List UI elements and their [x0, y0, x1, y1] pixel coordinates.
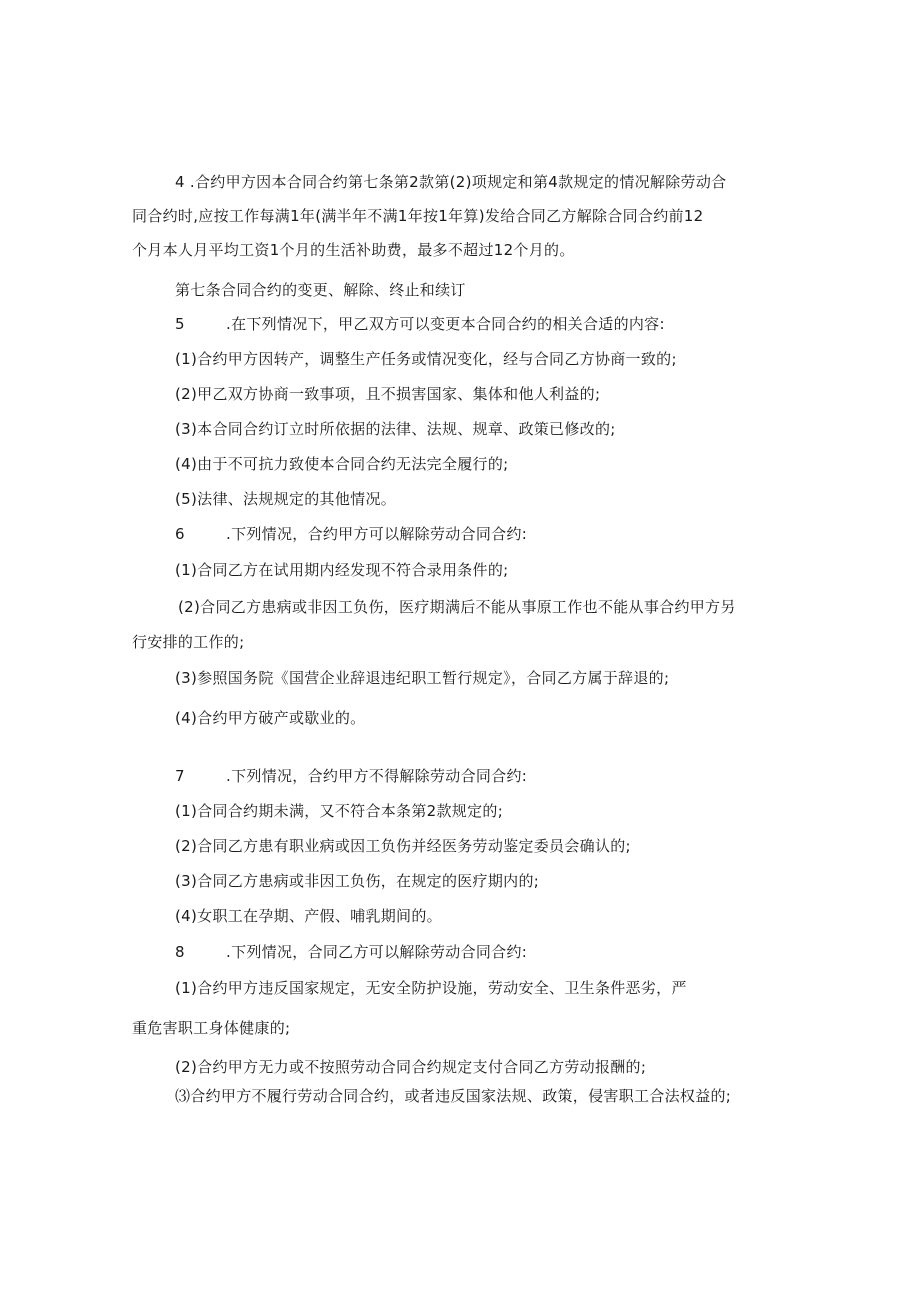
item6-sub4: (4)合约甲方破产或歇业的。	[175, 709, 366, 727]
item5-sub5: (5)法律、法规规定的其他情况。	[175, 490, 397, 508]
item8-number: 8	[175, 943, 185, 961]
item6-sub1: (1)合同乙方在试用期内经发现不符合录用条件的;	[175, 561, 509, 579]
item6-number: 6	[175, 525, 185, 543]
item7-sub4: (4)女职工在孕期、产假、哺乳期间的。	[175, 907, 442, 925]
item5-sub2: (2)甲乙双方协商一致事项，且不损害国家、集体和他人利益的;	[175, 385, 601, 403]
item5-number: 5	[175, 315, 185, 333]
item6-sub2-line1: (2)合同乙方患病或非因工负伤，医疗期满后不能从事原工作也不能从事合约甲方另	[178, 598, 736, 616]
item5-sub4: (4)由于不可抗力致使本合同合约无法完全履行的;	[175, 455, 509, 473]
item8-sub3: ⑶合约甲方不履行劳动合同合约，或者违反国家法规、政策，侵害职工合法权益的;	[175, 1087, 732, 1105]
para4-line1: 4 .合约甲方因本合同合约第七条第2款第(2)项规定和第4款规定的情况解除劳动合	[175, 173, 727, 191]
item8-sub1-line2: 重危害职工身体健康的;	[132, 1019, 291, 1037]
item6	[175, 524, 527, 544]
item7-sub3: (3)合同乙方患病或非因工负伤，在规定的医疗期内的;	[175, 872, 540, 890]
item8-text: .下列情况，合同乙方可以解除劳动合同合约:	[226, 943, 528, 961]
para4-line3: 个月本人月平均工资1个月的生活补助费，最多不超过12个月的。	[132, 241, 575, 259]
item5	[175, 314, 665, 334]
item7-text: .下列情况，合约甲方不得解除劳动合同合约:	[226, 767, 528, 785]
item7-sub1: (1)合同合约期未满，又不符合本条第2款规定的;	[175, 802, 504, 820]
item8-sub2: (2)合约甲方无力或不按照劳动合同合约规定支付合同乙方劳动报酬的;	[175, 1058, 647, 1076]
item5-text: .在下列情况下，甲乙双方可以变更本合同合约的相关合适的内容:	[226, 315, 665, 333]
item6-text: .下列情况，合约甲方可以解除劳动合同合约:	[226, 525, 528, 543]
item7	[175, 766, 527, 786]
para4-line2: 同合约时,应按工作每满1年(满半年不满1年按1年算)发给合同乙方解除合同合约前12	[132, 207, 704, 225]
item6-sub2-line2: 行安排的工作的;	[132, 633, 245, 651]
article7-heading: 第七条合同合约的变更、解除、终止和续订	[175, 281, 466, 299]
item8	[175, 942, 527, 962]
item5-sub1: (1)合约甲方因转产，调整生产任务或情况变化，经与合同乙方协商一致的;	[175, 350, 677, 368]
item6-sub3: (3)参照国务院《国营企业辞退违纪职工暂行规定》，合同乙方属于辞退的;	[175, 669, 670, 687]
item5-sub3: (3)本合同合约订立时所依据的法律、法规、规章、政策已修改的;	[175, 420, 616, 438]
item8-sub1-line1: (1)合约甲方违反国家规定，无安全防护设施，劳动安全、卫生条件恶劣，严	[175, 979, 687, 997]
item7-number: 7	[175, 767, 185, 785]
item7-sub2: (2)合同乙方患有职业病或因工负伤并经医务劳动鉴定委员会确认的;	[175, 837, 631, 855]
